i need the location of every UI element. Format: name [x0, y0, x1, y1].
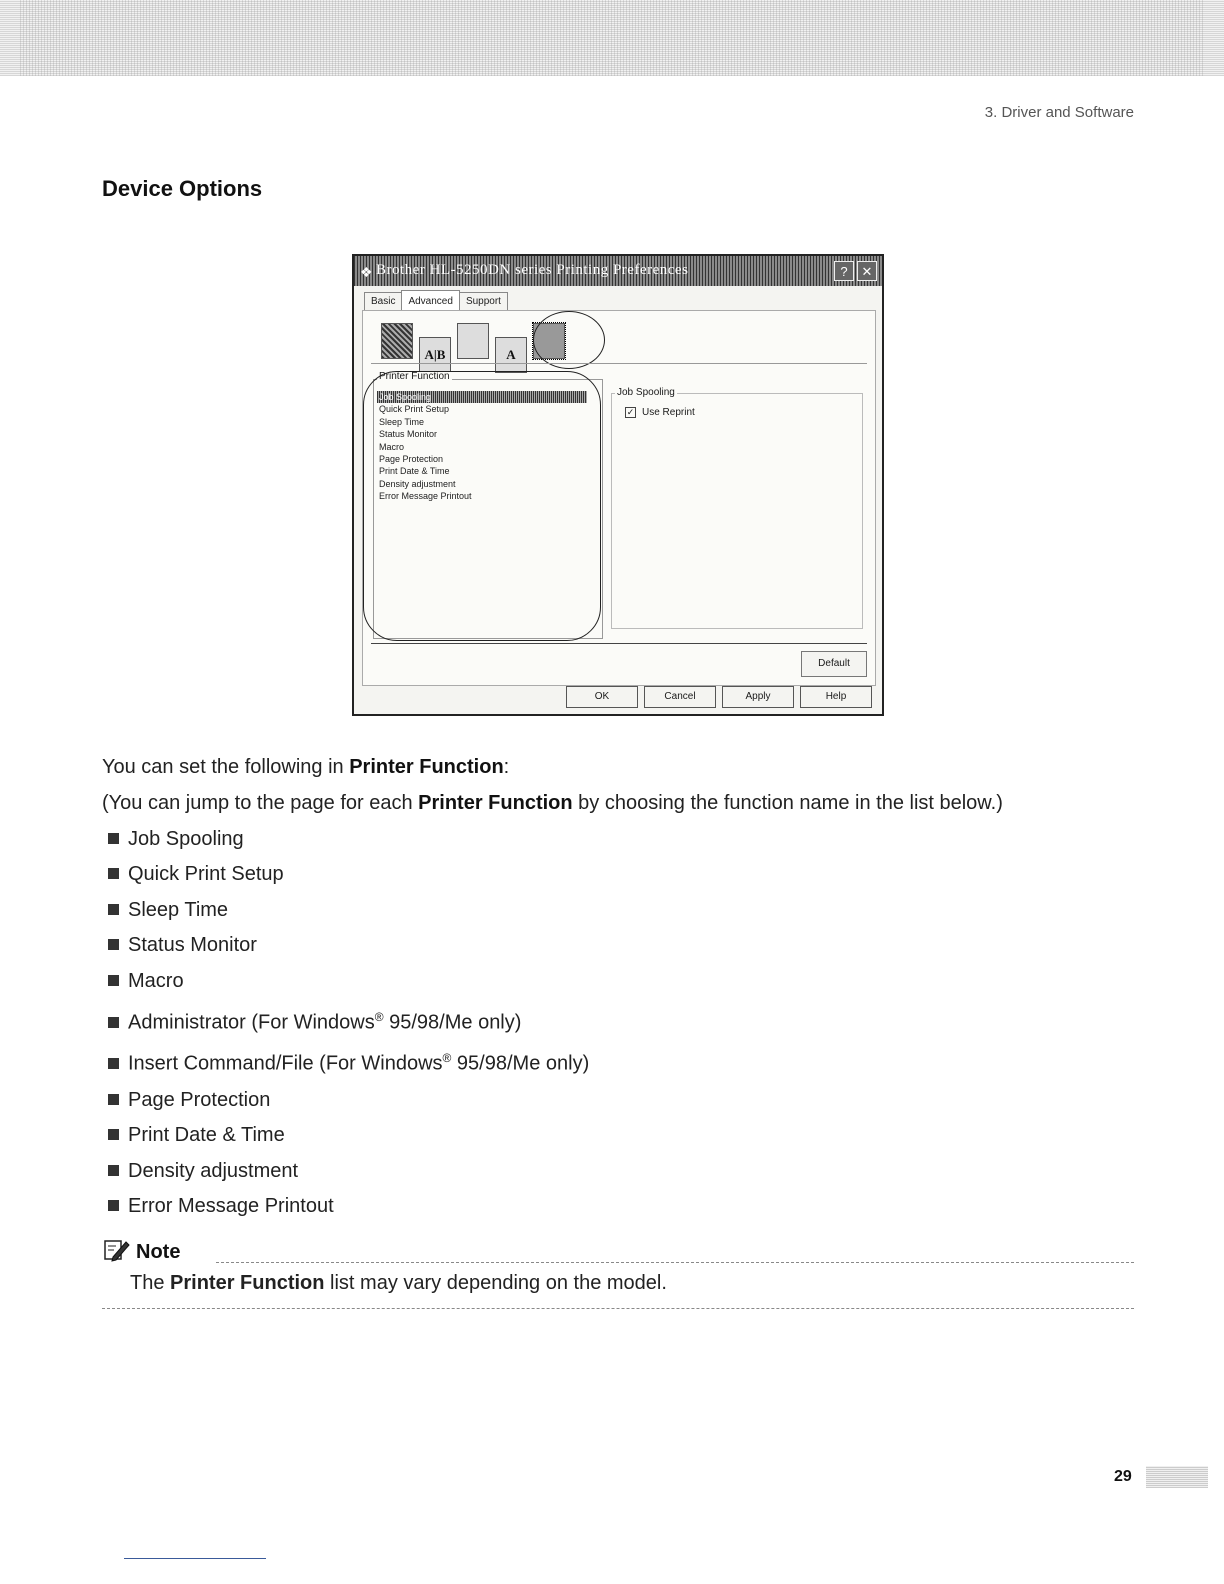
link-label: Status Monitor [128, 934, 257, 956]
list-item-error-message-printout[interactable]: Error Message Printout [379, 491, 472, 502]
bullet-square-icon [108, 1165, 119, 1176]
intro-line-2-end: by choosing the function name in the list below.) [572, 792, 1003, 814]
link-sleep-time[interactable] [108, 899, 228, 922]
link-label: Insert Command/File (For Windows [128, 1052, 443, 1075]
list-item-job-spooling[interactable]: Job Spooling [377, 391, 587, 403]
checkbox-check-icon: ✓ [626, 407, 635, 417]
tab-strip [364, 290, 507, 310]
bullet-square-icon [108, 1058, 119, 1069]
tab-advanced[interactable]: Advanced [401, 290, 459, 310]
icon-highlight-circle [533, 311, 605, 369]
note-bottom-rule [102, 1308, 1134, 1309]
intro-line-1-end: : [503, 756, 510, 778]
link-job-spooling[interactable] [108, 828, 244, 851]
intro-line-1 [102, 756, 509, 779]
intro-line-2 [102, 792, 1003, 815]
link-label: Sleep Time [128, 899, 229, 921]
intro-line-1-bold: Printer Function [349, 756, 504, 778]
link-label-end: 95/98/Me only) [451, 1052, 590, 1075]
link-label: Macro [128, 970, 184, 992]
link-error-message-printout[interactable] [108, 1195, 334, 1218]
link-label: Quick Print Setup [128, 863, 284, 885]
use-reprint-checkbox[interactable] [625, 407, 695, 418]
bullet-square-icon [108, 833, 119, 844]
note-pencil-icon [104, 1238, 130, 1262]
bullet-square-icon [108, 868, 119, 879]
help-button[interactable]: Help [800, 686, 872, 708]
list-item-density-adjustment[interactable]: Density adjustment [379, 478, 456, 489]
link-print-date-time[interactable] [108, 1124, 285, 1147]
bullet-square-icon [108, 1017, 119, 1028]
list-item-page-protection[interactable]: Page Protection [379, 454, 444, 465]
section-title: Device Options [102, 176, 263, 201]
print-quality-icon[interactable] [381, 323, 413, 359]
page-number: 29 [1114, 1468, 1132, 1485]
link-label: Print Date & Time [128, 1124, 285, 1146]
intro-line-2-bold: Printer Function [418, 792, 573, 814]
close-title-button[interactable]: ✕ [857, 261, 877, 281]
note-text-bold: Printer Function [170, 1272, 325, 1294]
link-administrator[interactable] [108, 1010, 521, 1035]
link-label: Page Protection [128, 1089, 271, 1111]
list-item-macro[interactable]: Macro [379, 441, 405, 452]
bullet-square-icon [108, 904, 119, 915]
apply-button[interactable]: Apply [722, 686, 794, 708]
link-label: Density adjustment [128, 1160, 299, 1182]
advanced-tab-panel [362, 310, 876, 686]
ok-button[interactable]: OK [566, 686, 638, 708]
tab-support[interactable]: Support [459, 292, 508, 310]
list-item-quick-print-setup[interactable]: Quick Print Setup [379, 404, 450, 415]
link-label: Error Message Printout [128, 1195, 334, 1217]
note-heading [104, 1238, 180, 1264]
panel-bottom-rule [371, 643, 867, 644]
bullet-square-icon [108, 1200, 119, 1211]
footer-rule [124, 1558, 266, 1559]
link-macro[interactable] [108, 970, 184, 993]
default-button[interactable]: Default [801, 651, 867, 677]
bullet-square-icon [108, 1129, 119, 1140]
list-item-print-date-time[interactable]: Print Date & Time [379, 466, 450, 477]
link-density-adjustment[interactable] [108, 1160, 298, 1183]
list-highlight-circle [363, 371, 601, 641]
bullet-square-icon [108, 1094, 119, 1105]
link-quick-print-setup[interactable] [108, 863, 284, 886]
link-status-monitor[interactable] [108, 934, 257, 957]
tab-basic[interactable]: Basic [364, 292, 402, 310]
page-number-band [1146, 1466, 1208, 1488]
printer-function-label: Printer Function [379, 371, 450, 382]
intro-line-1-text: You can set the following in [102, 756, 350, 778]
link-insert-command-file[interactable] [108, 1051, 589, 1076]
intro-line-2-text: (You can jump to the page for each [102, 792, 419, 814]
page-setting-icon[interactable]: A [495, 337, 527, 373]
link-page-protection[interactable] [108, 1089, 270, 1112]
registered-mark: ® [374, 1010, 384, 1024]
duplex-icon[interactable]: A|B [419, 337, 451, 373]
note-heading-text: Note [136, 1241, 181, 1263]
note-top-rule [216, 1262, 1134, 1263]
note-text-post: list may vary depending on the model. [324, 1272, 667, 1294]
list-item-sleep-time[interactable]: Sleep Time [379, 416, 425, 427]
header-band [0, 0, 1224, 76]
link-label-end: 95/98/Me only) [383, 1011, 522, 1034]
job-spooling-group [611, 393, 863, 629]
dialog-titlebar [354, 256, 882, 286]
watermark-icon[interactable] [457, 323, 489, 359]
link-label: Job Spooling [128, 828, 244, 850]
link-label: Administrator (For Windows [128, 1011, 375, 1034]
cancel-button[interactable]: Cancel [644, 686, 716, 708]
note-text-pre: The [130, 1272, 171, 1294]
chapter-heading: 3. Driver and Software [984, 104, 1134, 121]
dialog-title: Brother HL-5250DN series Printing Preferences [376, 262, 689, 278]
bullet-square-icon [108, 975, 119, 986]
registered-mark: ® [442, 1051, 452, 1065]
panel-separator [371, 363, 867, 364]
bullet-square-icon [108, 939, 119, 950]
printer-icon: ❖ [360, 264, 373, 280]
printing-preferences-dialog [352, 254, 884, 716]
dialog-button-row [560, 686, 872, 708]
list-item-status-monitor[interactable]: Status Monitor [379, 429, 438, 440]
use-reprint-label: Use Reprint [642, 407, 695, 419]
note-text [130, 1272, 667, 1295]
job-spooling-label: Job Spooling [617, 387, 675, 398]
help-title-button[interactable]: ? [834, 261, 854, 281]
